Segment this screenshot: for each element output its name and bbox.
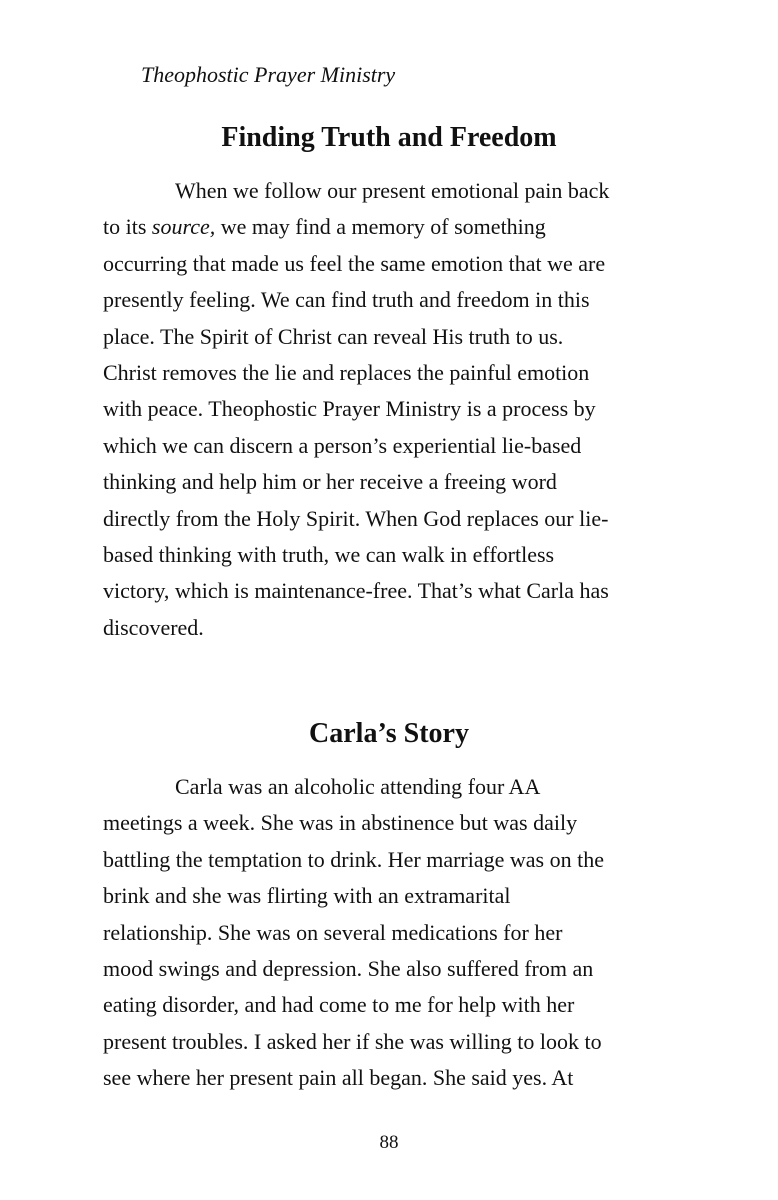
text-line: place. The Spirit of Christ can reveal His truth to us. [103, 323, 564, 349]
text-run: we may find a memory of something [215, 214, 546, 240]
paragraph-finding-truth [103, 173, 683, 646]
text-line: directly from the Holy Spirit. When God replaces our lie- [103, 505, 609, 531]
text-line: Carla was an alcoholic attending four AA [175, 774, 541, 799]
section-title-finding-truth: Finding Truth and Freedom [221, 122, 557, 153]
text-line: with peace. Theophostic Prayer Ministry is a process by [103, 396, 596, 422]
text-run: to its [103, 214, 152, 240]
text-line: brink and she was flirting with an extramarital [103, 883, 511, 909]
page-number: 88 [379, 1132, 399, 1153]
running-head: Theophostic Prayer Ministry [141, 62, 396, 87]
text-line: presently feeling. We can find truth and freedom in this [103, 287, 590, 313]
paragraph-carlas-story [103, 769, 683, 1097]
text-line: occurring that made us feel the same emotion that we are [103, 250, 606, 276]
text-line: battling the temptation to drink. Her marriage was on the [103, 846, 604, 872]
text-line: which we can discern a person’s experiential lie-based [103, 432, 582, 458]
section-title-carlas-story: Carla’s Story [309, 718, 469, 749]
text-line: meetings a week. She was in abstinence but was daily [103, 810, 578, 836]
emphasized-word: source, [151, 214, 216, 240]
text-line: relationship. She was on several medications for her [103, 919, 563, 945]
text-line: When we follow our present emotional pain back [175, 178, 610, 203]
text-line: thinking and help him or her receive a freeing word [103, 469, 557, 495]
text-line: victory, which is maintenance-free. That’s what Carla has [103, 578, 609, 604]
text-line [103, 209, 683, 245]
text-line: Christ removes the lie and replaces the painful emotion [103, 359, 590, 385]
text-line: mood swings and depression. She also suffered from an [103, 955, 594, 981]
text-line: present troubles. I asked her if she was willing to look to [103, 1028, 602, 1054]
text-line: based thinking with truth, we can walk in effortless [103, 541, 555, 567]
text-line: eating disorder, and had come to me for help with her [103, 992, 575, 1018]
text-line: discovered. [103, 614, 204, 640]
text-line: see where her present pain all began. She said yes. At [103, 1065, 574, 1091]
